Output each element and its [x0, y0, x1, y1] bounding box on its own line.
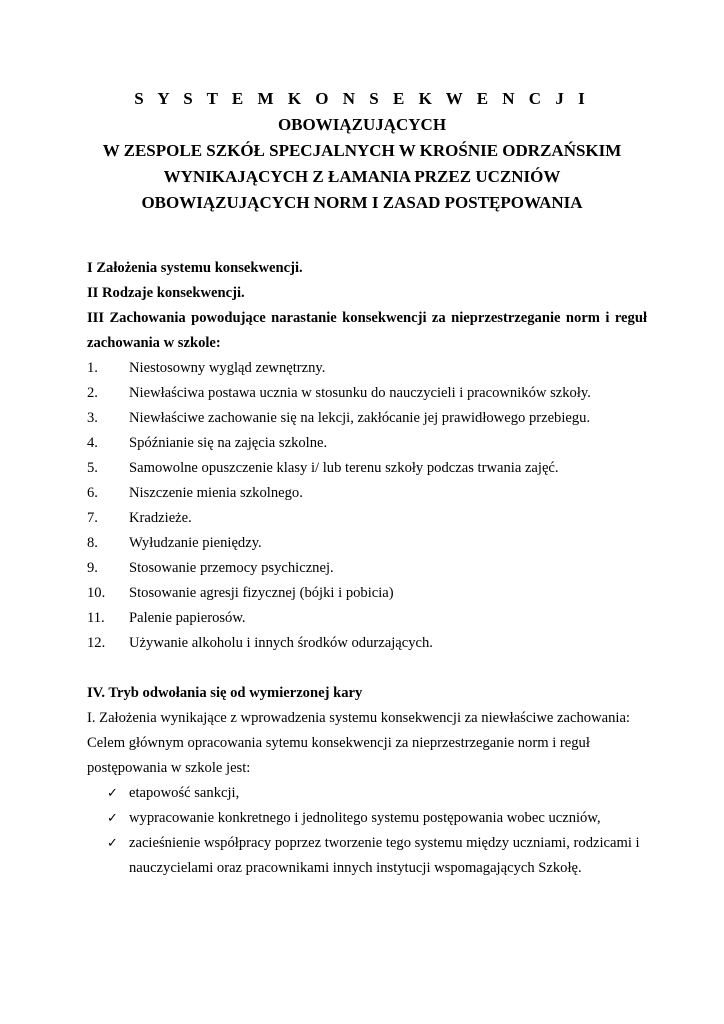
list-item: [87, 631, 647, 656]
list-text: Niewłaściwe zachowanie się na lekcji, zakłócanie jej prawidłowego przebiegu.: [129, 410, 591, 426]
list-text: Stosowanie przemocy psychicznej.: [129, 560, 334, 576]
list-text: Palenie papierosów.: [129, 610, 246, 626]
section-3-heading: III Zachowania powodujące narastanie konsekwencji za nieprzestrzeganie norm i reguł zachowania w szkole:: [87, 310, 647, 351]
list-text: Stosowanie agresji fizycznej (bójki i pobicia): [129, 585, 394, 601]
list-number: 3.: [87, 410, 98, 426]
goals-checklist: [87, 781, 647, 881]
list-number: 8.: [87, 535, 98, 551]
list-item: [87, 531, 647, 556]
checkmark-icon: ✓: [107, 811, 118, 826]
behavior-list: [87, 356, 647, 656]
list-number: 1.: [87, 360, 98, 376]
list-item: [87, 506, 647, 531]
goal-text: etapowość sankcji,: [129, 785, 240, 801]
goal-paragraph-line-1: Celem głównym opracowania sytemu konsekwencji za nieprzestrzeganie norm i reguł: [87, 735, 590, 751]
title-line-4: WYNIKAJĄCYCH Z ŁAMANIA PRZEZ UCZNIÓW: [163, 167, 561, 186]
title-line-2: OBOWIĄZUJĄCYCH: [277, 115, 447, 134]
goal-text: zacieśnienie współpracy poprzez tworzenie tego systemu między uczniami, rodzicami i nauczycielami oraz pracownikami innych instytucji wspomagających Szkołę.: [129, 835, 640, 876]
goal-paragraph-line-2: postępowania w szkole jest:: [87, 760, 251, 776]
section-4-intro: I. Założenia wynikające z wprowadzenia systemu konsekwencji za niewłaściwe zachowania:: [87, 710, 630, 726]
list-item: [87, 406, 647, 431]
list-number: 4.: [87, 435, 98, 451]
title-line-3: W ZESPOLE SZKÓŁ SPECJALNYCH W KROŚNIE ODRZAŃSKIM: [102, 141, 622, 160]
list-number: 12.: [87, 635, 106, 651]
list-text: Samowolne opuszczenie klasy i/ lub terenu szkoły podczas trwania zajęć.: [129, 460, 559, 476]
title-line-5: OBOWIĄZUJĄCYCH NORM I ZASAD POSTĘPOWANIA: [141, 193, 583, 212]
list-number: 10.: [87, 585, 106, 601]
list-item: [87, 606, 647, 631]
section-1-heading: I Założenia systemu konsekwencji.: [87, 260, 303, 276]
list-item: [87, 581, 647, 606]
list-item: [87, 381, 647, 406]
document-title: [0, 86, 724, 216]
goal-text: wypracowanie konkretnego i jednolitego systemu postępowania wobec uczniów,: [129, 810, 601, 826]
list-number: 9.: [87, 560, 98, 576]
list-text: Niestosowny wygląd zewnętrzny.: [129, 360, 326, 376]
list-item: [87, 831, 647, 881]
list-item: [87, 781, 647, 806]
section-4-heading: IV. Tryb odwołania się od wymierzonej kary: [87, 685, 363, 701]
list-text: Niszczenie mienia szkolnego.: [129, 485, 303, 501]
list-number: 6.: [87, 485, 98, 501]
title-line-1: S Y S T E M K O N S E K W E N C J I: [134, 89, 590, 108]
checkmark-icon: ✓: [107, 836, 118, 851]
list-item: [87, 456, 647, 481]
document-body: [87, 256, 647, 881]
list-item: [87, 431, 647, 456]
section-2-heading: II Rodzaje konsekwencji.: [87, 285, 245, 301]
list-number: 11.: [87, 610, 105, 626]
list-item: [87, 356, 647, 381]
spacer: [87, 656, 647, 681]
list-text: Niewłaściwa postawa ucznia w stosunku do nauczycieli i pracowników szkoły.: [129, 385, 591, 401]
list-number: 5.: [87, 460, 98, 476]
list-text: Kradzieże.: [129, 510, 192, 526]
list-number: 7.: [87, 510, 98, 526]
list-item: [87, 556, 647, 581]
list-text: Używanie alkoholu i innych środków odurzających.: [129, 635, 433, 651]
list-item: [87, 806, 647, 831]
list-text: Spóźnianie się na zajęcia szkolne.: [129, 435, 328, 451]
list-text: Wyłudzanie pieniędzy.: [129, 535, 262, 551]
checkmark-icon: ✓: [107, 786, 118, 801]
list-item: [87, 481, 647, 506]
list-number: 2.: [87, 385, 98, 401]
